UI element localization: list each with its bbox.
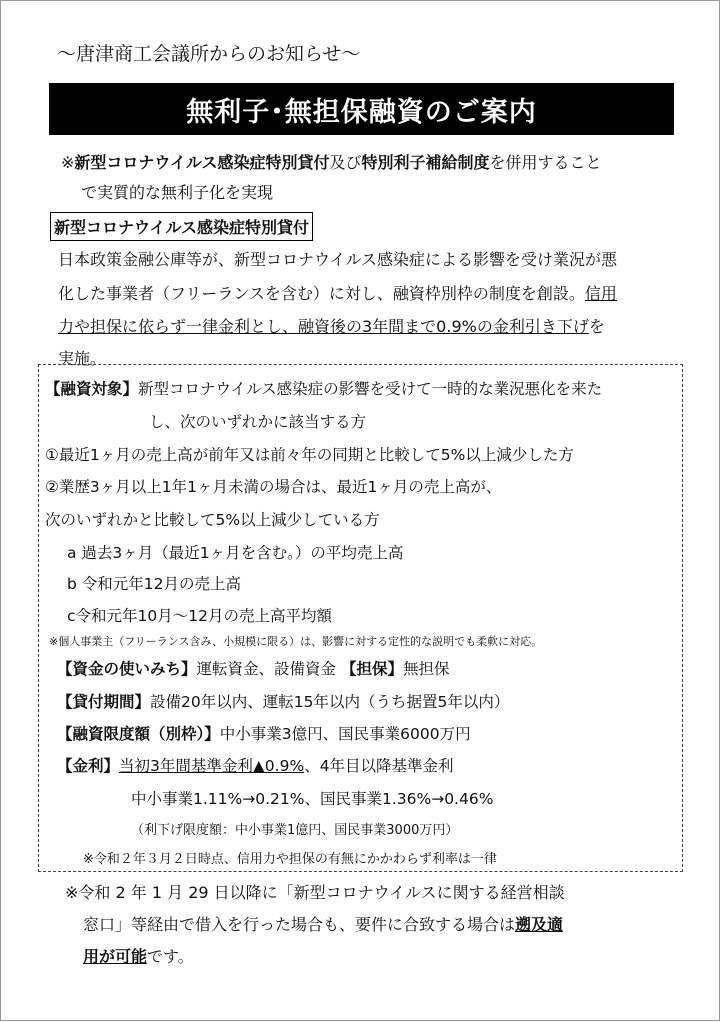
- footer-line-1: ※令和 2 年 1 月 29 日以降に「新型コロナウイルスに関する経営相談: [65, 883, 565, 902]
- period-label: 【貸付期間】: [57, 693, 151, 711]
- description-line-2: [58, 281, 617, 304]
- footer-line-3-bold: 用が可能: [83, 947, 148, 966]
- use-label: 【資金の使いみち】: [57, 660, 197, 678]
- description-line-2-underlined: 信用: [584, 284, 617, 303]
- description-line-3-tail: を: [588, 317, 605, 336]
- intro-bold-2: 特別利子補給制度: [361, 153, 490, 172]
- condition-2: ②業歴3ヶ月以上1年1ヶ月未満の場合は、最近1ヶ月の売上高が、: [45, 478, 502, 496]
- rate-line-3: （利下げ限度額：中小事業1億円、国民事業3000万円）: [131, 823, 459, 838]
- intro-line-2: で実質的な無利子化を実現: [81, 183, 274, 202]
- self-employed-note: ※個人事業主（フリーランス含み、小規模に限る）は、影響に対する定性的な説明でも柔軟に対応。: [49, 635, 543, 648]
- rate-line-2: 中小事業1.11%→0.21%、国民事業1.36%→0.46%: [131, 790, 494, 808]
- limit-label: 【融資限度額（別枠）】: [57, 725, 220, 743]
- collateral-label: 【担保】: [340, 660, 403, 678]
- footer-line-3-tail: です。: [147, 947, 194, 966]
- intro-tail: を併用すること: [489, 153, 602, 172]
- period-text: 設備20年以内、運転15年以内（うち据置5年以内）: [150, 693, 510, 711]
- page-title: 無利子･無担保融資のご案内: [186, 96, 537, 128]
- description-line-3-underlined: 力や担保に依らず一律金利とし、融資後の3年間まで0.9%の金利引き下げ: [58, 317, 589, 336]
- loan-period-row: [57, 690, 509, 712]
- footer-line-2: [83, 912, 563, 935]
- rate-underlined: 当初3年間基準金利▲0.9%: [119, 757, 305, 775]
- footer-line-2-text: 窓口」等経由で借入を行った場合も、要件に合致する場合は: [83, 915, 516, 934]
- description-line-2-text: 化した事業者（フリーランスを含む）に対し、融資枠別枠の制度を創設。: [58, 284, 585, 303]
- target-line-2: し、次のいずれかに該当する方: [149, 413, 367, 431]
- footer-line-3: [83, 944, 194, 967]
- interest-rate-row: [57, 754, 454, 776]
- section-heading: 新型コロナウイルス感染症特別貸付: [50, 212, 313, 241]
- target-text-1: 新型コロナウイルス感染症の影響を受けて一時的な業況悪化を来た: [138, 380, 603, 398]
- target-line-1: [45, 377, 602, 399]
- footer-line-2-bold: 遡及適: [515, 915, 564, 934]
- description-line-1: 日本政策金融公庫等が、新型コロナウイルス感染症による影響を受け業況が悪: [58, 250, 618, 269]
- sub-condition-b: b 令和元年12月の売上高: [67, 575, 241, 593]
- target-label: 【融資対象】: [45, 380, 139, 398]
- sub-condition-a: a 過去3ヶ月（最近1ヶ月を含む。）の平均売上高: [67, 544, 404, 562]
- rate-note: ※令和２年３月２日時点、信用力や担保の有無にかかわらず利率は一律: [83, 852, 497, 867]
- intro-mark: ※: [61, 153, 75, 172]
- description-line-3: [58, 314, 605, 337]
- rate-tail: 、4年目以降基準金利: [304, 757, 454, 775]
- rate-label: 【金利】: [57, 757, 120, 775]
- header-notice: ～唐津商工会議所からのお知らせ～: [57, 43, 361, 65]
- collateral-text: 無担保: [402, 660, 450, 678]
- use-text: 運転資金、設備資金: [196, 660, 337, 678]
- condition-2b: 次のいずれかと比較して5%以上減少している方: [45, 511, 380, 529]
- use-of-funds-row: [57, 657, 450, 679]
- limit-text: 中小事業3億円、国民事業6000万円: [219, 725, 471, 743]
- intro-bold-1: 新型コロナウイルス感染症特別貸付: [74, 153, 330, 172]
- condition-1: ①最近1ヶ月の売上高が前年又は前々年の同期と比較して5%以上減少した方: [45, 446, 574, 464]
- intro-mid: 及び: [329, 153, 362, 172]
- intro-line-1: [61, 150, 602, 173]
- loan-limit-row: [57, 722, 471, 744]
- sub-condition-c: c令和元年10月～12月の売上高平均額: [67, 607, 332, 625]
- description-line-4: 実施。: [58, 349, 107, 368]
- title-bar: [49, 83, 674, 135]
